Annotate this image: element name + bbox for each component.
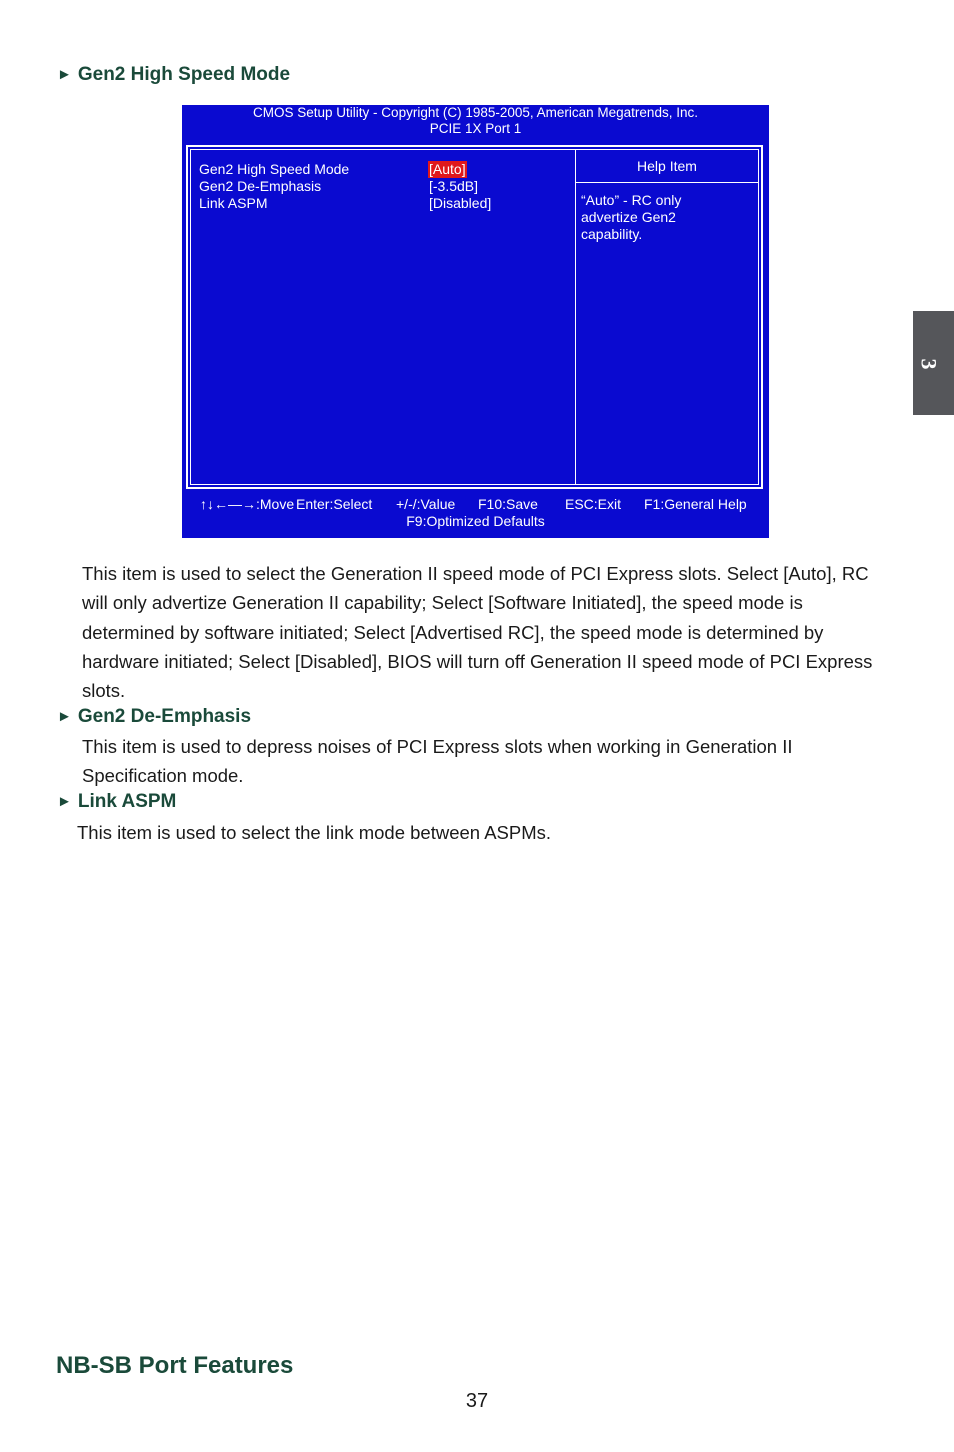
bios-screenshot (182, 105, 769, 538)
paragraph-gen2-deemphasis: This item is used to depress noises of PCI Express slots when working in Generation II Specification mode. (82, 736, 793, 787)
key-defaults: F9:Optimized Defaults (406, 513, 545, 529)
chapter-tab-label: 3 (916, 358, 942, 370)
triangle-right-icon: ► (57, 793, 72, 810)
section-heading-gen2-de-emphasis (57, 706, 251, 728)
bios-help-line: “Auto” - RC only (581, 192, 682, 208)
key-save: F10:Save (478, 496, 538, 512)
key-enter: Enter:Select (296, 496, 373, 512)
bios-item-label[interactable]: Gen2 De-Emphasis (199, 178, 322, 194)
key-help: F1:General Help (644, 496, 747, 512)
heading-text: Gen2 De-Emphasis (77, 706, 252, 727)
bios-key-legend (182, 496, 769, 530)
paragraph-link-aspm: This item is used to select the link mode between ASPMs. (77, 822, 552, 843)
bios-inner-frame (190, 149, 759, 485)
bios-help-separator (576, 182, 758, 183)
section-heading-gen2-high-speed-mode (57, 64, 290, 86)
bios-item-value[interactable]: [-3.5dB] (429, 178, 479, 194)
page-number: 37 (465, 1390, 489, 1412)
triangle-right-icon: ► (57, 66, 72, 83)
paragraph-gen2-speed: This item is used to select the Generation II speed mode of PCI Express slots. Select [Auto], RC will only advertize Generation II capability; Select [Software Initiated], the speed mode is determined by software initiated; Select [Advertised RC], the speed mode is determined by hardware initiated; Select [Disabled], BIOS will turn off Generation II speed mode of PCI Express slots. (82, 563, 873, 702)
triangle-right-icon: ► (57, 708, 72, 725)
key-move: ↑↓←—→:Move (200, 496, 295, 512)
bios-panel-divider (575, 150, 576, 484)
key-exit: ESC:Exit (565, 496, 622, 512)
key-value: +/-/:Value (396, 496, 456, 512)
section-heading-link-aspm (57, 791, 176, 813)
bios-header-page-title: PCIE 1X Port 1 (429, 121, 522, 136)
bios-item-label[interactable]: Link ASPM (199, 195, 268, 211)
bios-item-value-selected[interactable]: [Auto] (429, 161, 466, 177)
bios-help-line: advertize Gen2 (581, 209, 676, 225)
bios-item-value[interactable]: [Disabled] (429, 195, 492, 211)
bios-item-label[interactable]: Gen2 High Speed Mode (199, 161, 350, 177)
heading-text: Gen2 High Speed Mode (77, 64, 291, 85)
chapter-tab (913, 311, 954, 415)
footer-chapter-title: NB-SB Port Features (56, 1352, 294, 1379)
bios-header-copyright: CMOS Setup Utility - Copyright (C) 1985-2005, American Megatrends, Inc. (253, 105, 698, 120)
bios-main-frame (186, 145, 763, 489)
bios-help-line: capability. (581, 226, 643, 242)
bios-help-text (581, 192, 761, 243)
bios-help-title: Help Item (637, 158, 697, 174)
heading-text: Link ASPM (77, 791, 177, 812)
